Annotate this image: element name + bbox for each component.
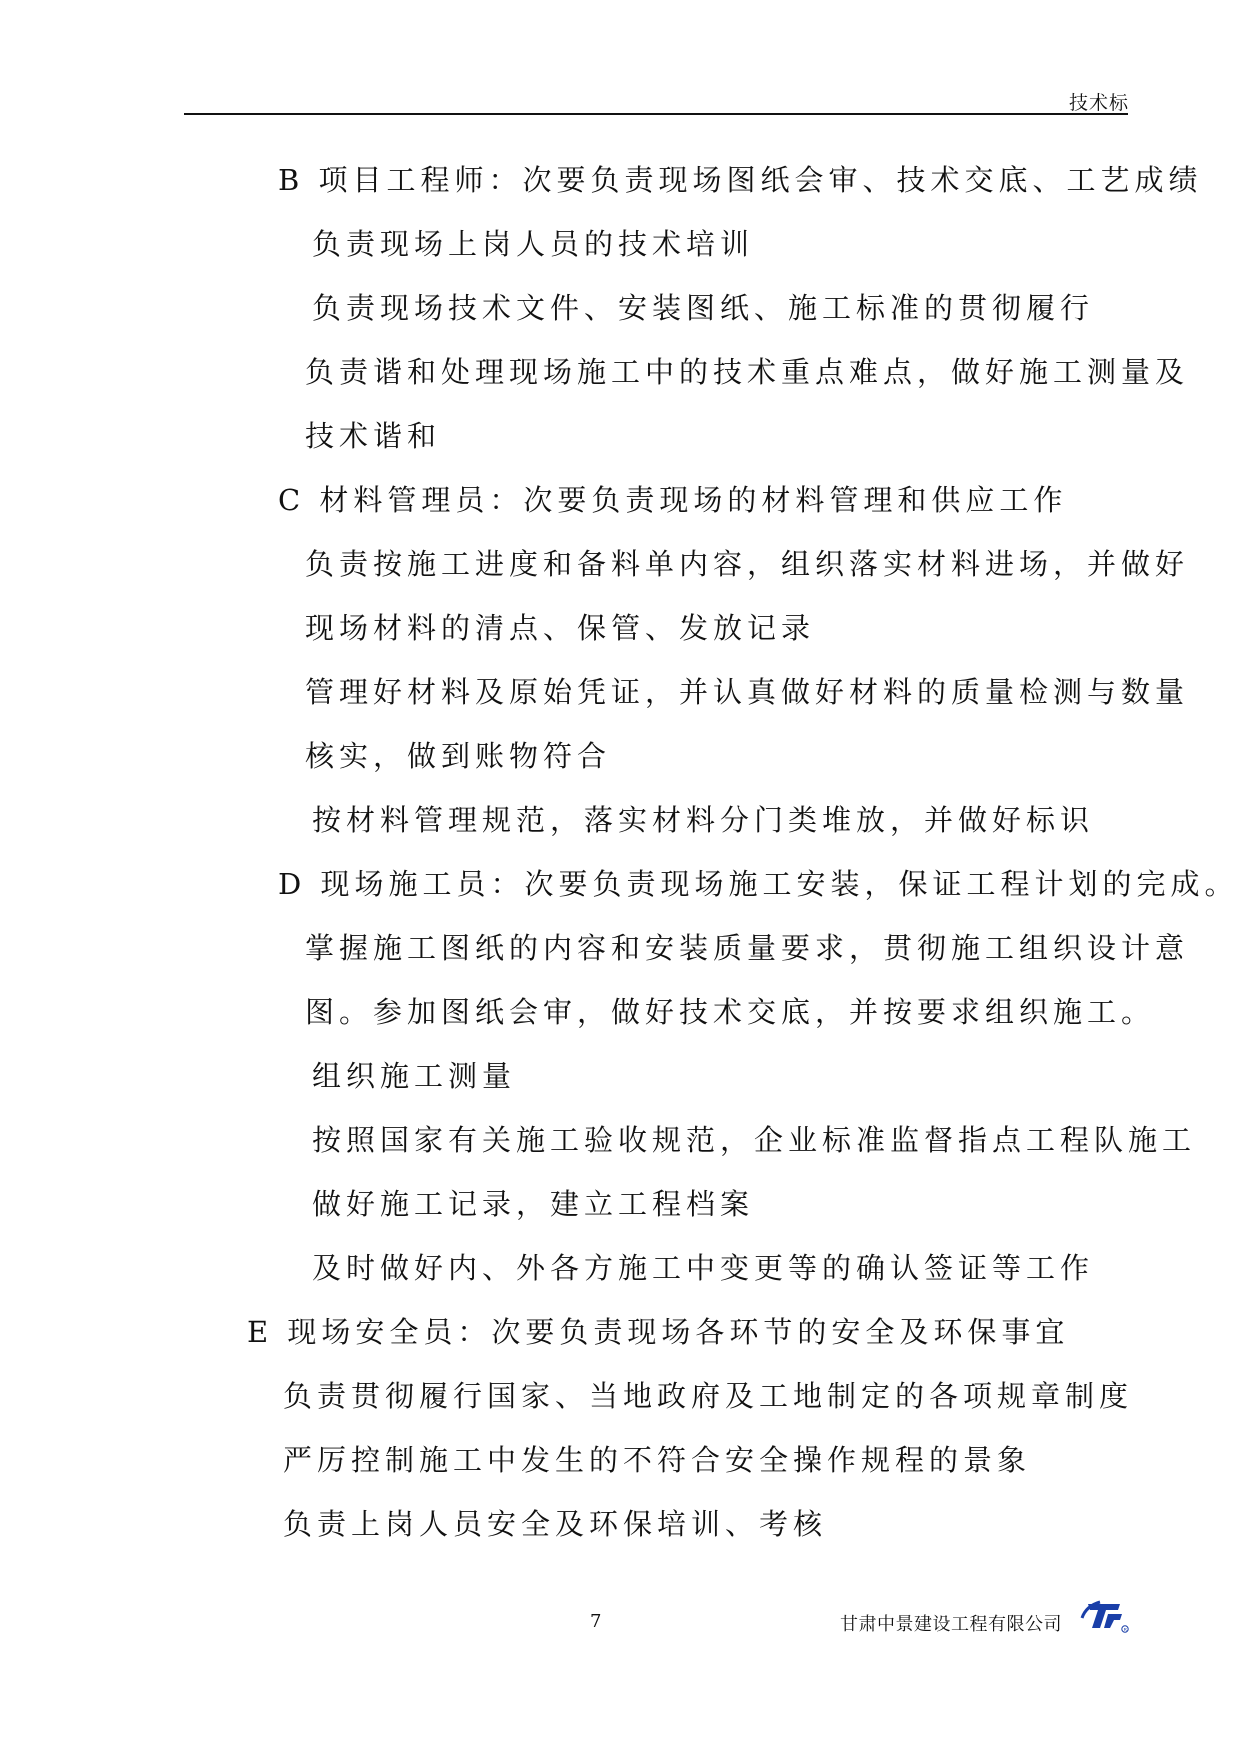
body-line: 按照国家有关施工验收规范，企业标准监督指点工程队施工 [312, 1123, 1197, 1157]
svg-text:R: R [1123, 1627, 1127, 1632]
body-line: 负责按施工进度和备料单内容，组织落实材料进场，并做好 [305, 547, 1190, 581]
body-line: 负责贯彻履行国家、当地政府及工地制定的各项规章制度 [283, 1379, 1134, 1413]
body-line: 图。参加图纸会审，做好技术交底，并按要求组织施工。 [305, 995, 1156, 1029]
body-line: 严厉控制施工中发生的不符合安全操作规程的景象 [283, 1443, 1032, 1477]
body-line: 管理好材料及原始凭证，并认真做好材料的质量检测与数量 [305, 675, 1190, 709]
body-line: 负责现场上岗人员的技术培训 [312, 227, 755, 261]
page-number: 7 [590, 1611, 602, 1632]
body-line: 做好施工记录，建立工程档案 [312, 1187, 755, 1221]
body-line: 掌握施工图纸的内容和安装质量要求，贯彻施工组织设计意 [305, 931, 1190, 965]
body-line: 负责上岗人员安全及环保培训、考核 [283, 1507, 828, 1541]
header-rule [184, 113, 1128, 115]
body-line: B 项目工程师：次要负责现场图纸会审、技术交底、工艺成绩 [278, 163, 1203, 197]
body-line: 负责谐和处理现场施工中的技术重点难点，做好施工测量及 [305, 355, 1190, 389]
body-line: 负责现场技术文件、安装图纸、施工标准的贯彻履行 [312, 291, 1095, 325]
body-line: 现场材料的清点、保管、发放记录 [305, 611, 816, 645]
body-line: C 材料管理员：次要负责现场的材料管理和供应工作 [278, 483, 1068, 517]
body-line: 核实，做到账物符合 [305, 739, 612, 773]
body-line: 及时做好内、外各方施工中变更等的确认签证等工作 [312, 1251, 1095, 1285]
body-line: 按材料管理规范，落实材料分门类堆放，并做好标识 [312, 803, 1095, 837]
body-line: 技术谐和 [305, 419, 442, 453]
body-line: E 现场安全员：次要负责现场各环节的安全及环保事宜 [247, 1315, 1070, 1349]
company-name: 甘肃中景建设工程有限公司 [840, 1614, 1062, 1635]
body-line: 组织施工测量 [312, 1059, 517, 1093]
header-title: 技术标 [1068, 92, 1129, 114]
company-logo-icon [1078, 1598, 1130, 1634]
body-line: D 现场施工员：次要负责现场施工安装，保证工程计划的完成。 [278, 867, 1239, 901]
